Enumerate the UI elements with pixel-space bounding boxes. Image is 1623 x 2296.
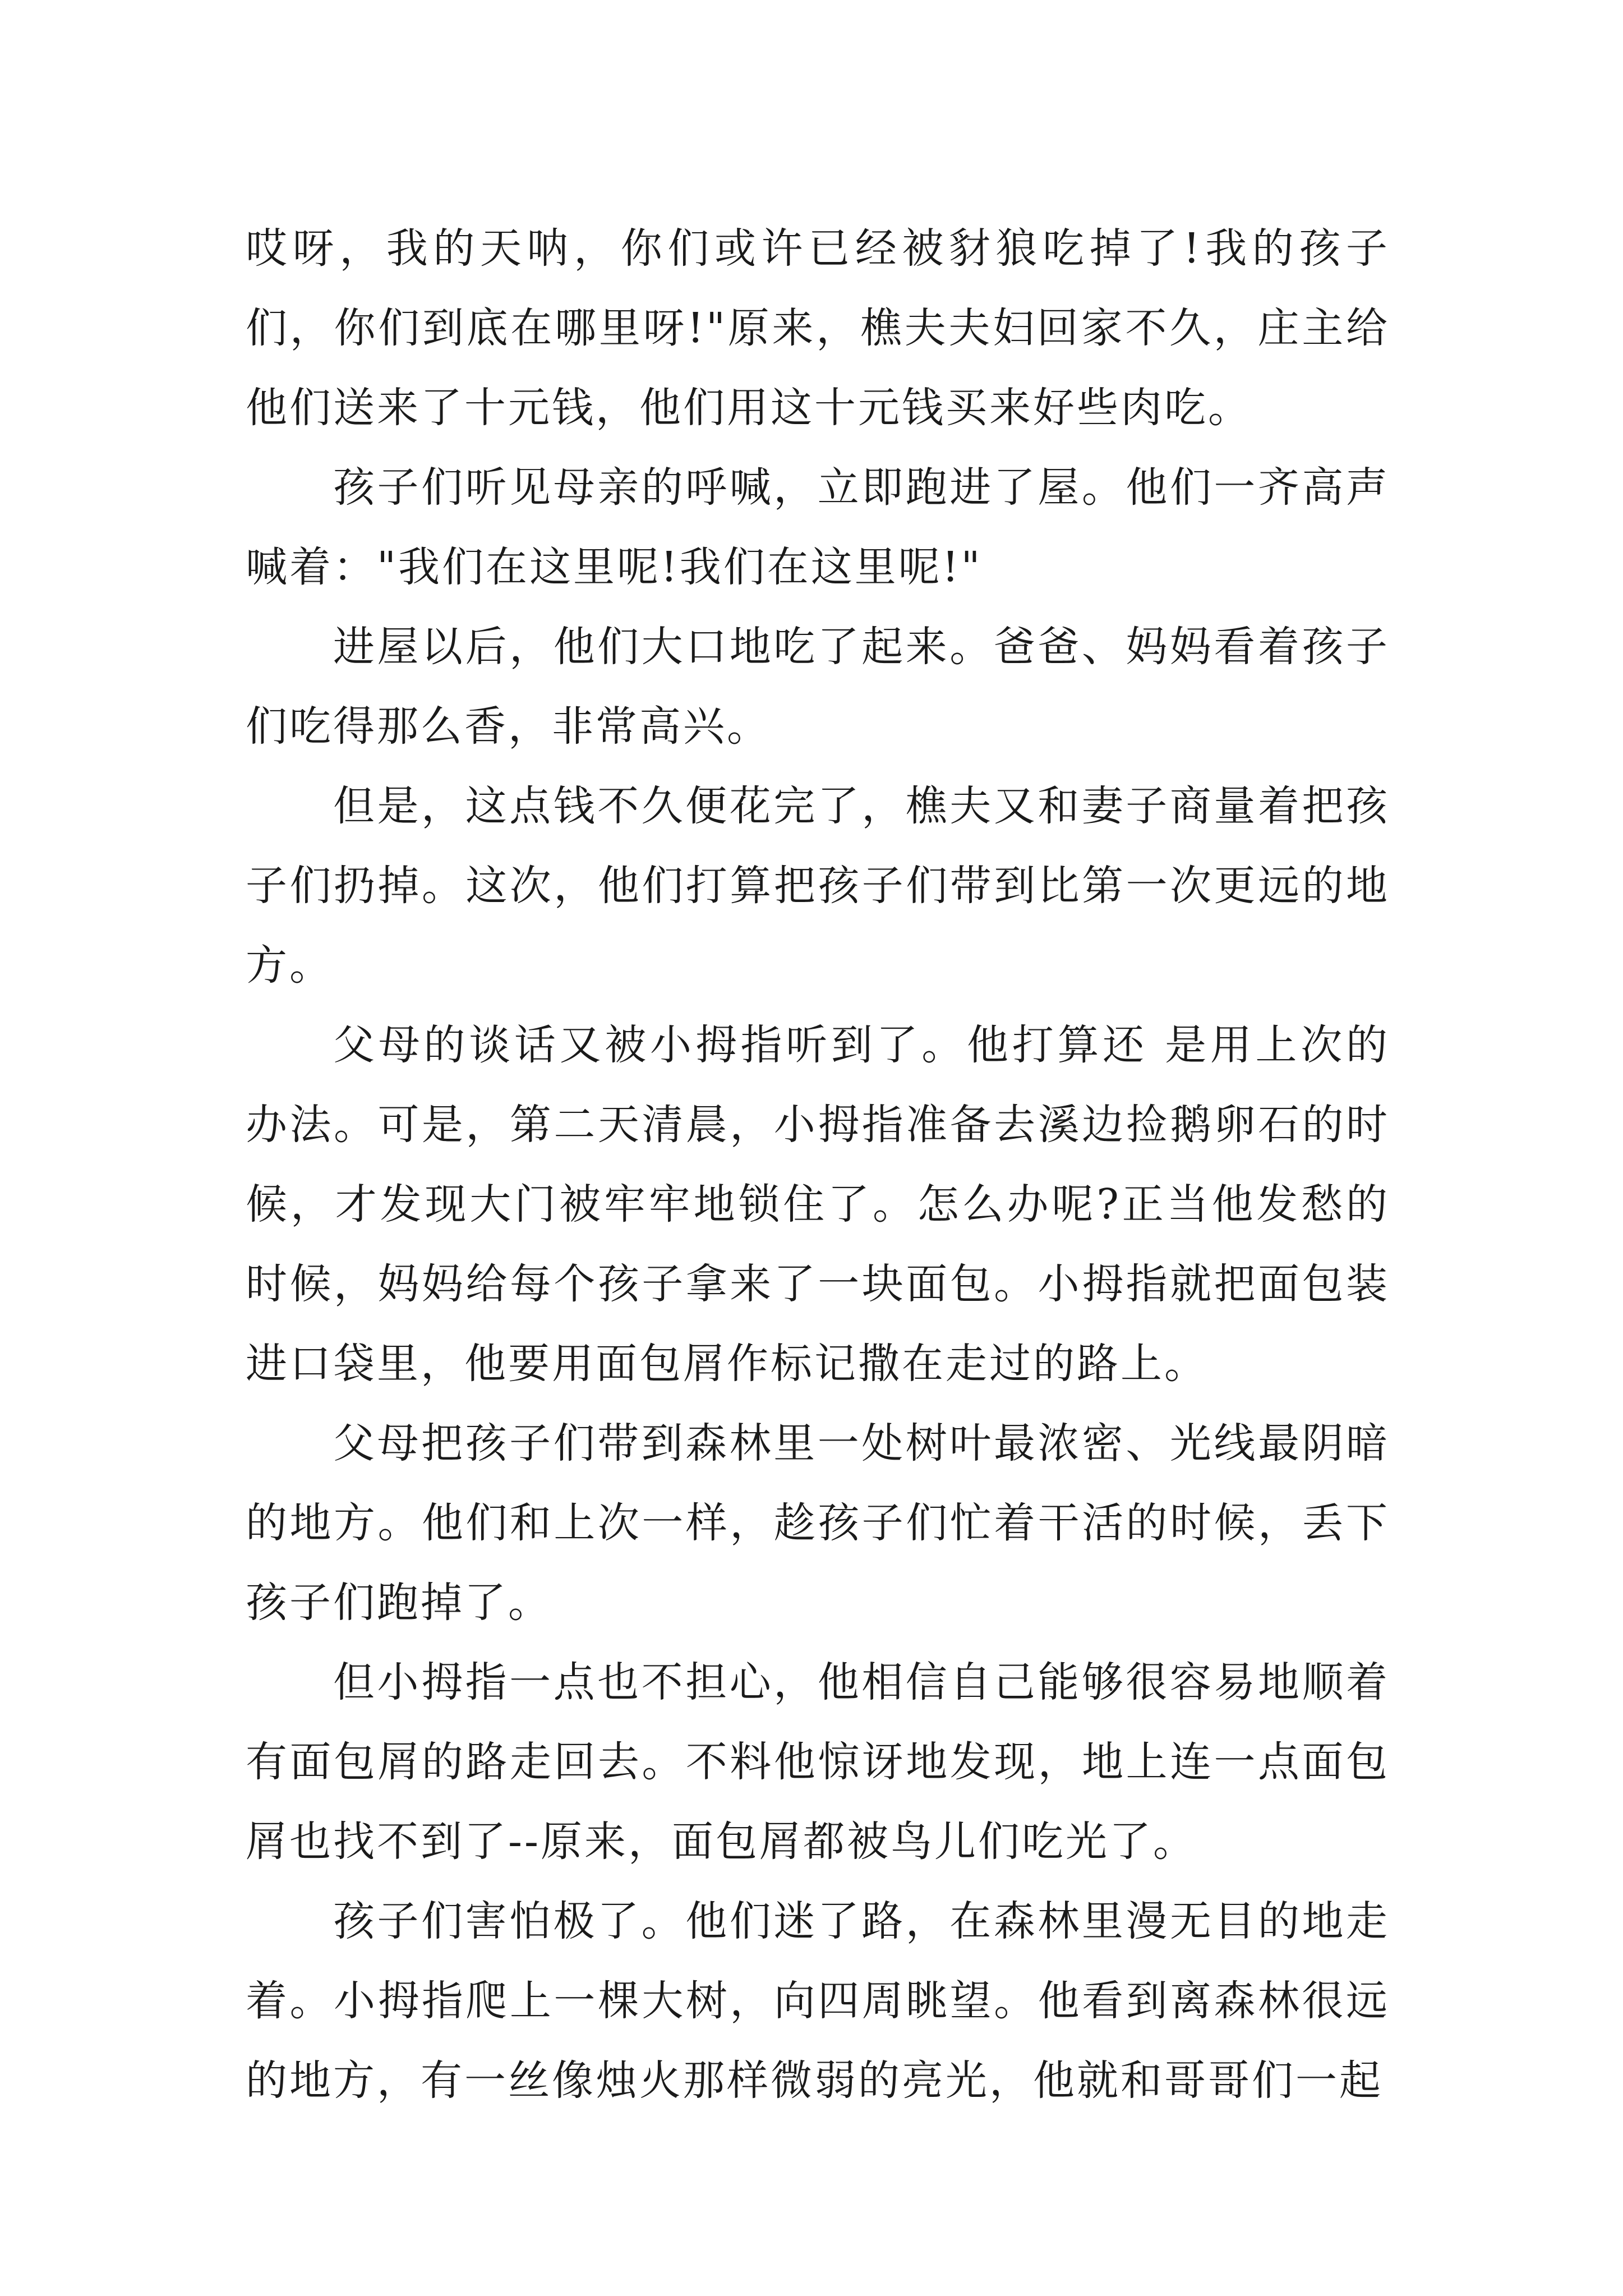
paragraph-3: 进屋以后，他们大口地吃了起来。爸爸、妈妈看着孩子们吃得那么香，非常高兴。: [246, 623, 1390, 751]
paragraph-5: 父母的谈话又被小拇指听到了。他打算还 是用上次的办法。可是，第二天清晨，小拇指准备去溪边捡鹅卵石的时候，才发现大门被牢牢地锁住了。怎么办呢?正当他发愁的时候，妈妈给每个孩子拿来了一块面包。小拇指就把面包装进口袋里，他要用面包屑作标记撒在走过的路上。: [246, 1021, 1390, 1388]
document-body: [246, 209, 1390, 2120]
paragraph-7: 但小拇指一点也不担心，他相信自己能够很容易地顺着有面包屑的路走回去。不料他惊讶地发现，地上连一点面包屑也找不到了--原来，面包屑都被鸟儿们吃光了。: [246, 1658, 1390, 1866]
paragraph-4: 但是，这点钱不久便花完了，樵夫又和妻子商量着把孩子们扔掉。这次，他们打算把孩子们带到比第一次更远的地方。: [246, 782, 1390, 990]
paragraph-8: 孩子们害怕极了。他们迷了路，在森林里漫无目的地走着。小拇指爬上一棵大树，向四周眺望。他看到离森林很远的地方，有一丝像烛火那样微弱的亮光，他就和哥哥们一起: [246, 1897, 1390, 2105]
paragraph-2: 孩子们听见母亲的呼喊，立即跑进了屋。他们一齐高声喊着："我们在这里呢!我们在这里呢!": [246, 463, 1390, 591]
paragraph-1: 哎呀，我的天呐，你们或许已经被豺狼吃掉了!我的孩子们，你们到底在哪里呀!"原来，樵夫夫妇回家不久，庄主给他们送来了十元钱，他们用这十元钱买来好些肉吃。: [246, 224, 1390, 432]
paragraph-6: 父母把孩子们带到森林里一处树叶最浓密、光线最阴暗的地方。他们和上次一样，趁孩子们忙着干活的时候，丢下孩子们跑掉了。: [246, 1419, 1390, 1627]
